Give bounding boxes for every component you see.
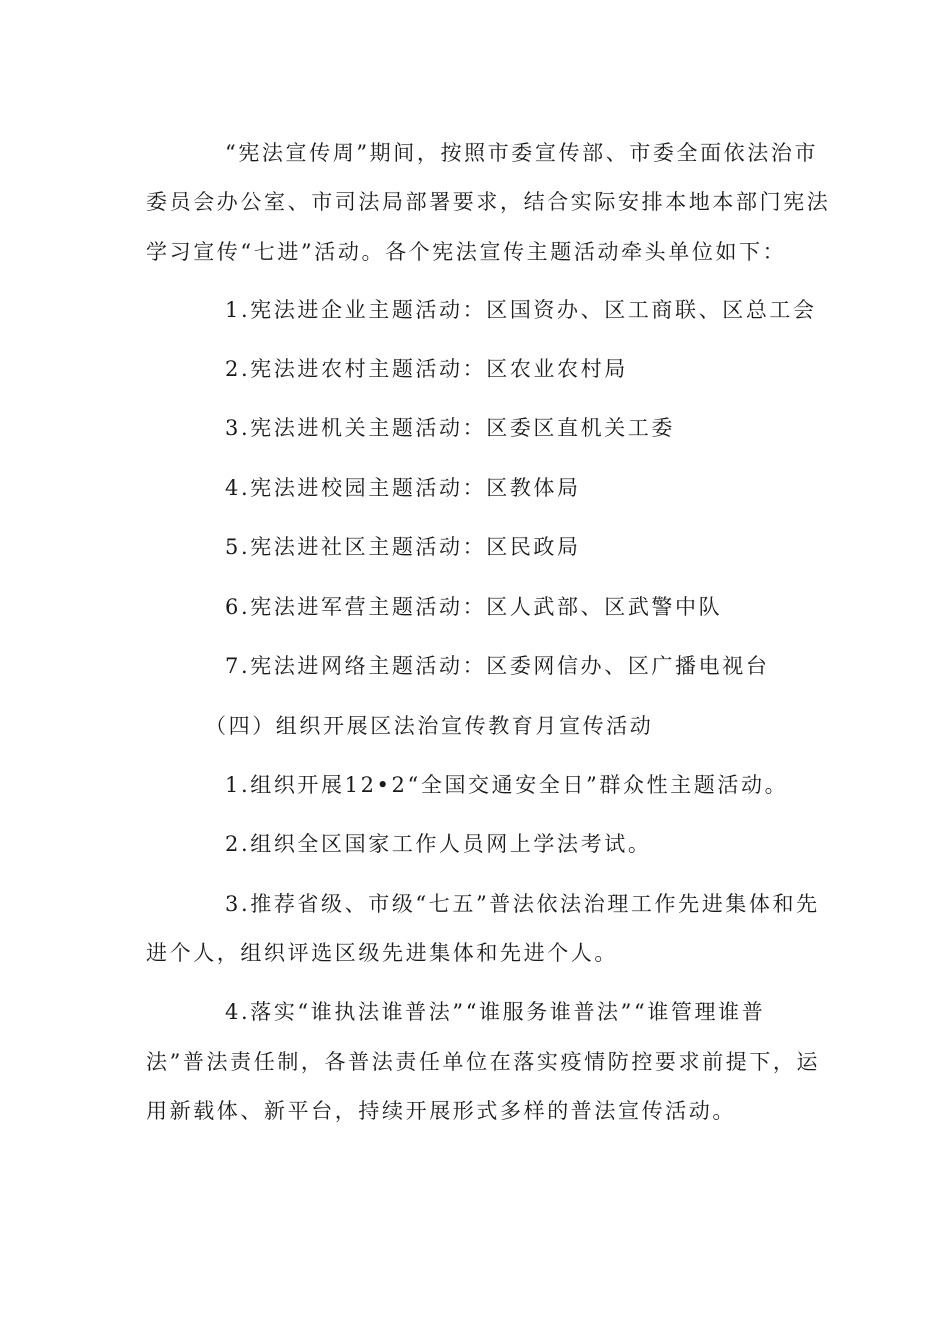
task-item-4-line-3: 用新载体、新平台，持续开展形式多样的普法宣传活动。 bbox=[146, 1099, 736, 1123]
task-item-4-line-1: 4.落实“谁执法谁普法”“谁服务谁普法”“谁管理谁普 bbox=[225, 1000, 766, 1024]
intro-line-2: 委员会办公室、市司法局部署要求，结合实际安排本地本部门宪法 bbox=[146, 190, 831, 214]
intro-line-1: “宪法宣传周”期间，按照市委宣传部、市委全面依法治市 bbox=[225, 141, 819, 165]
activity-item-village: 2.宪法进农村主题活动：区农业农村局 bbox=[225, 357, 628, 381]
activity-item-enterprise: 1.宪法进企业主题活动：区国资办、区工商联、区总工会 bbox=[225, 298, 817, 322]
task-item-2: 2.组织全区国家工作人员网上学法考试。 bbox=[225, 832, 652, 856]
activity-item-government: 3.宪法进机关主题活动：区委区直机关工委 bbox=[225, 416, 676, 440]
task-item-3-line-1: 3.推荐省级、市级“七五”普法依法治理工作先进集体和先 bbox=[225, 892, 820, 916]
activity-item-community: 5.宪法进社区主题活动：区民政局 bbox=[225, 535, 581, 559]
task-item-4-line-2: 法”普法责任制，各普法责任单位在落实疫情防控要求前提下，运 bbox=[146, 1050, 821, 1074]
task-item-1: 1.组织开展12•2“全国交通安全日”群众性主题活动。 bbox=[225, 773, 789, 797]
task-item-3-line-2: 进个人，组织评选区级先进集体和先进个人。 bbox=[146, 941, 618, 965]
activity-item-barracks: 6.宪法进军营主题活动：区人武部、区武警中队 bbox=[225, 595, 723, 619]
intro-line-3: 学习宣传“七进”活动。各个宪法宣传主题活动牵头单位如下： bbox=[146, 240, 787, 264]
section-heading: （四）组织开展区法治宣传教育月宣传活动 bbox=[205, 714, 654, 738]
activity-item-network: 7.宪法进网络主题活动：区委网信办、区广播电视台 bbox=[225, 654, 770, 678]
activity-item-campus: 4.宪法进校园主题活动：区教体局 bbox=[225, 476, 581, 500]
